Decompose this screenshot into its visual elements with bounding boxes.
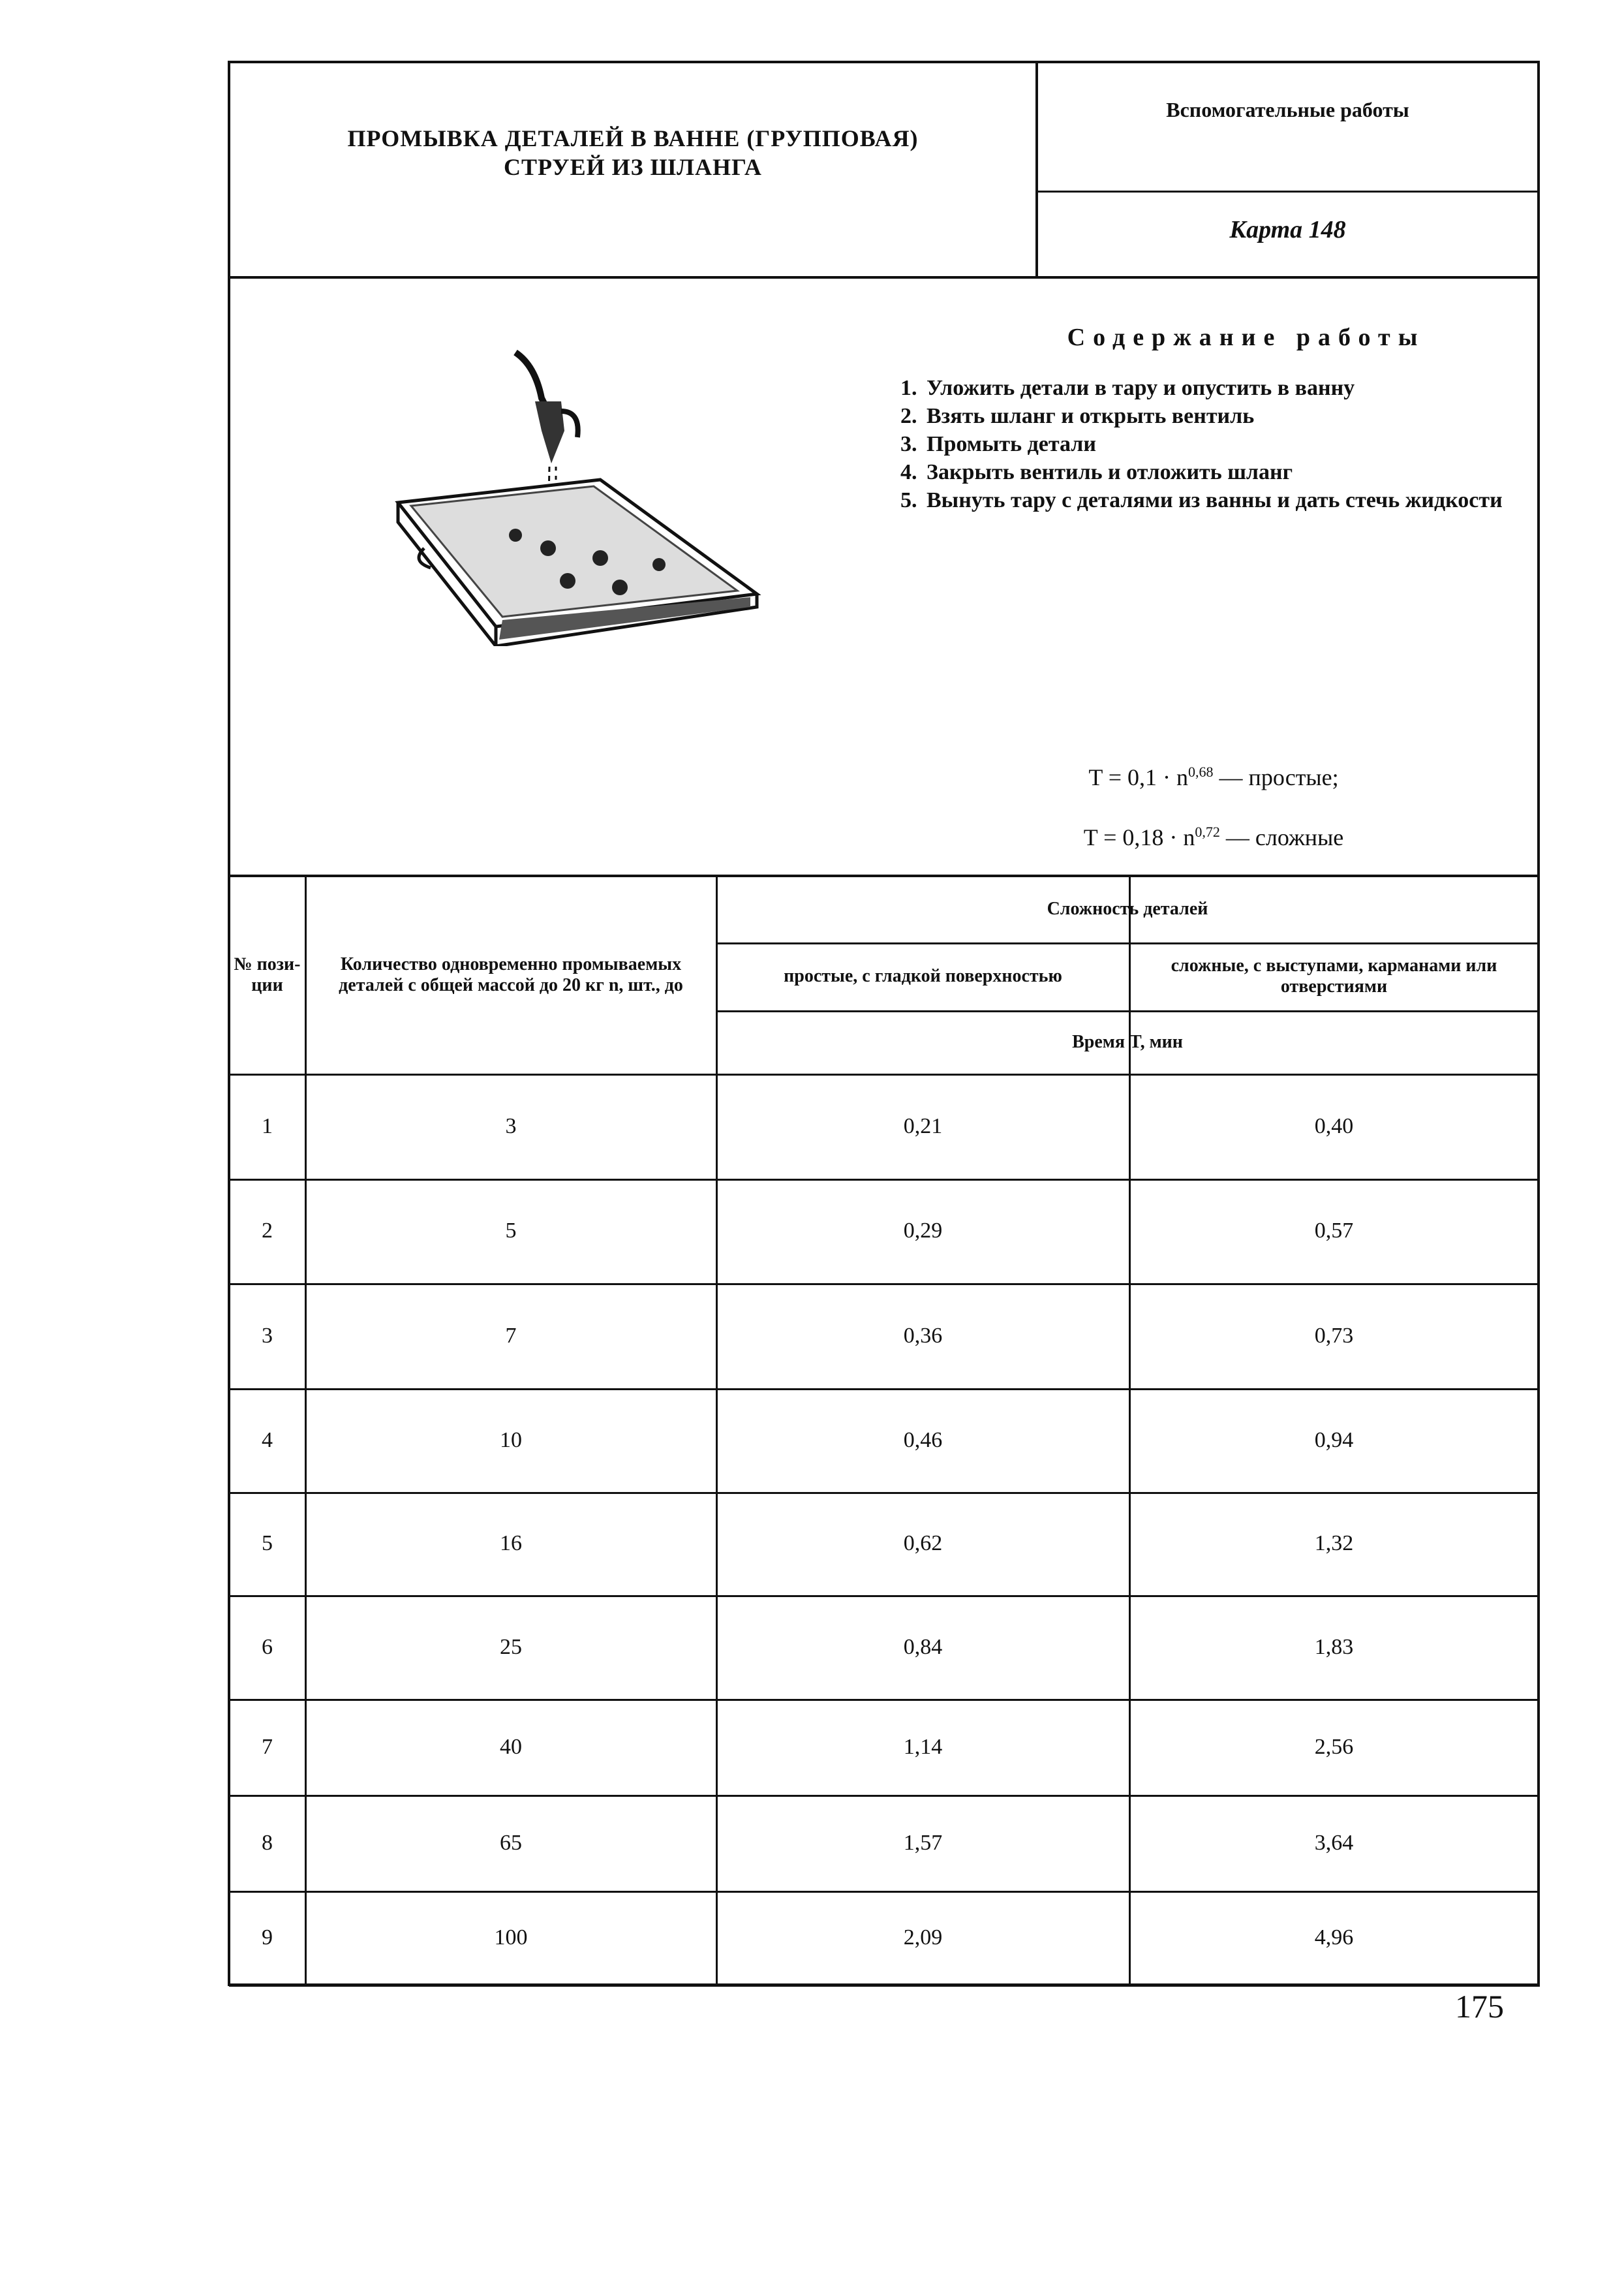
cell-time-complex xyxy=(1129,1074,1539,1179)
cell-position-text: 9 xyxy=(262,1925,273,1950)
cell-time-simple xyxy=(716,1388,1129,1492)
step-text: Промыть детали xyxy=(927,432,1096,456)
work-steps-list xyxy=(900,374,1520,514)
cell-quantity-text: 7 xyxy=(505,1323,517,1348)
cell-time-complex xyxy=(1129,1795,1539,1891)
work-step xyxy=(900,458,1520,486)
cell-quantity xyxy=(305,1891,716,1985)
cell-time-complex-text: 0,73 xyxy=(1314,1323,1354,1348)
formula-exponent: 0,68 xyxy=(1188,764,1214,780)
step-text: Уложить детали в тару и опустить в ванну xyxy=(927,376,1355,400)
card-number: Карта 148 xyxy=(1229,216,1346,243)
cell-time-complex-text: 0,94 xyxy=(1314,1427,1354,1452)
step-number: 3. xyxy=(900,432,917,456)
formula-base: T = 0,18 · n xyxy=(1083,824,1195,850)
cell-time-simple xyxy=(716,1595,1129,1699)
cell-quantity xyxy=(305,1595,716,1699)
header-simple-text: простые, с гладкой поверхностью xyxy=(784,966,1062,986)
header-complexity-text: Сложность деталей xyxy=(1047,899,1208,919)
cell-time-simple-text: 0,29 xyxy=(903,1219,943,1243)
cell-quantity xyxy=(305,1795,716,1891)
cell-quantity xyxy=(305,1388,716,1492)
formula-exponent: 0,72 xyxy=(1195,824,1220,840)
work-step xyxy=(900,486,1520,514)
cell-position xyxy=(229,1795,305,1891)
cell-time-simple-text: 0,36 xyxy=(903,1323,943,1348)
step-text: Взять шланг и открыть вентиль xyxy=(927,404,1255,428)
cell-position xyxy=(229,1074,305,1179)
cell-time-simple-text: 0,21 xyxy=(903,1113,943,1138)
washing-tray-illustration xyxy=(385,339,763,646)
cell-time-complex xyxy=(1129,1699,1539,1795)
step-text: Закрыть вентиль и отложить шланг xyxy=(927,460,1293,484)
cell-position-text: 3 xyxy=(262,1323,273,1348)
cell-position xyxy=(229,1283,305,1388)
work-step xyxy=(900,430,1520,458)
header-subdivider xyxy=(1037,191,1539,193)
cell-quantity-text: 5 xyxy=(505,1219,517,1243)
cell-time-complex xyxy=(1129,1492,1539,1595)
cell-time-simple-text: 1,14 xyxy=(903,1734,943,1759)
cell-time-complex-text: 3,64 xyxy=(1314,1830,1354,1855)
formula-suffix: — простые; xyxy=(1213,764,1339,790)
category-label: Вспомогательные работы xyxy=(1166,98,1409,121)
cell-position-text: 2 xyxy=(262,1219,273,1243)
title-line-1: ПРОМЫВКА ДЕТАЛЕЙ В ВАННЕ (ГРУППОВАЯ) xyxy=(347,125,919,151)
cell-position-text: 8 xyxy=(262,1830,273,1855)
cell-time-simple-text: 0,62 xyxy=(903,1531,943,1555)
step-number: 1. xyxy=(900,376,917,400)
cell-time-complex xyxy=(1129,1891,1539,1985)
cell-quantity-text: 3 xyxy=(505,1113,517,1138)
cell-quantity xyxy=(305,1074,716,1179)
cell-position xyxy=(229,1891,305,1985)
cell-position xyxy=(229,1388,305,1492)
cell-time-simple-text: 1,57 xyxy=(903,1830,943,1855)
cell-time-complex-text: 0,57 xyxy=(1314,1219,1354,1243)
cell-time-complex xyxy=(1129,1179,1539,1283)
page-number: 175 xyxy=(1455,1988,1504,2025)
formula-suffix: — сложные xyxy=(1219,824,1344,850)
cell-time-simple xyxy=(716,1074,1129,1179)
cell-quantity-text: 65 xyxy=(500,1830,522,1855)
formula-base: T = 0,1 · n xyxy=(1088,764,1189,790)
cell-time-simple xyxy=(716,1699,1129,1795)
cell-quantity xyxy=(305,1283,716,1388)
cell-time-complex-text: 2,56 xyxy=(1314,1734,1354,1759)
cell-time-simple xyxy=(716,1492,1129,1595)
cell-time-complex-text: 1,83 xyxy=(1314,1634,1354,1659)
step-number: 2. xyxy=(900,404,917,428)
cell-position-text: 4 xyxy=(262,1427,273,1452)
cell-position xyxy=(229,1492,305,1595)
cell-time-complex-text: 0,40 xyxy=(1314,1113,1354,1138)
cell-time-complex xyxy=(1129,1388,1539,1492)
table-row-line xyxy=(229,1985,1540,1987)
header-time xyxy=(716,1010,1539,1074)
cell-time-simple xyxy=(716,1179,1129,1283)
header-complex-text: сложные, с выступами, карманами или отверстиями xyxy=(1171,956,1497,997)
header-bottom xyxy=(229,276,1540,279)
cell-time-simple-text: 2,09 xyxy=(903,1925,943,1950)
cell-quantity-text: 10 xyxy=(500,1427,522,1452)
cell-time-simple xyxy=(716,1795,1129,1891)
title-line-2: СТРУЕЙ ИЗ ШЛАНГА xyxy=(504,154,762,180)
cell-position xyxy=(229,1179,305,1283)
header-complexity xyxy=(716,876,1539,942)
step-text: Вынуть тару с деталями из ванны и дать стечь жидкости xyxy=(927,488,1503,512)
formula-simple xyxy=(979,764,1448,791)
cell-time-complex xyxy=(1129,1283,1539,1388)
header-simple xyxy=(729,942,1116,1010)
work-step xyxy=(900,402,1520,430)
cell-time-simple-text: 0,84 xyxy=(903,1634,943,1659)
document-title xyxy=(229,124,1037,181)
cell-position-text: 5 xyxy=(262,1531,273,1555)
cell-time-simple xyxy=(716,1891,1129,1985)
cell-time-complex-text: 4,96 xyxy=(1314,1925,1354,1950)
cell-position-text: 7 xyxy=(262,1734,273,1759)
cell-time-complex-text: 1,32 xyxy=(1314,1531,1354,1555)
cell-quantity xyxy=(305,1699,716,1795)
content-heading: Содержание работы xyxy=(1067,324,1426,351)
cell-quantity-text: 40 xyxy=(500,1734,522,1759)
formula-complex xyxy=(979,824,1448,851)
cell-time-complex xyxy=(1129,1595,1539,1699)
cell-time-simple-text: 0,46 xyxy=(903,1427,943,1452)
header-complex xyxy=(1136,942,1532,1010)
header-time-text: Время T, мин xyxy=(1072,1031,1183,1052)
frame-top xyxy=(229,61,1540,63)
cell-time-simple xyxy=(716,1283,1129,1388)
cell-quantity xyxy=(305,1179,716,1283)
header-quantity-text: Количество одновременно промываемых деталей с общей массой до 20 кг n, шт., до xyxy=(339,954,683,995)
step-number: 5. xyxy=(900,488,917,512)
cell-quantity-text: 16 xyxy=(500,1531,522,1555)
cell-quantity-text: 25 xyxy=(500,1634,522,1659)
cell-position-text: 1 xyxy=(262,1113,273,1138)
work-step xyxy=(900,374,1520,402)
header-position xyxy=(229,876,305,1074)
cell-position-text: 6 xyxy=(262,1634,273,1659)
cell-quantity xyxy=(305,1492,716,1595)
cell-position xyxy=(229,1595,305,1699)
step-number: 4. xyxy=(900,460,917,484)
cell-quantity-text: 100 xyxy=(494,1925,528,1950)
header-quantity xyxy=(325,876,697,1074)
header-position-text: № пози-ции xyxy=(234,954,301,995)
cell-position xyxy=(229,1699,305,1795)
